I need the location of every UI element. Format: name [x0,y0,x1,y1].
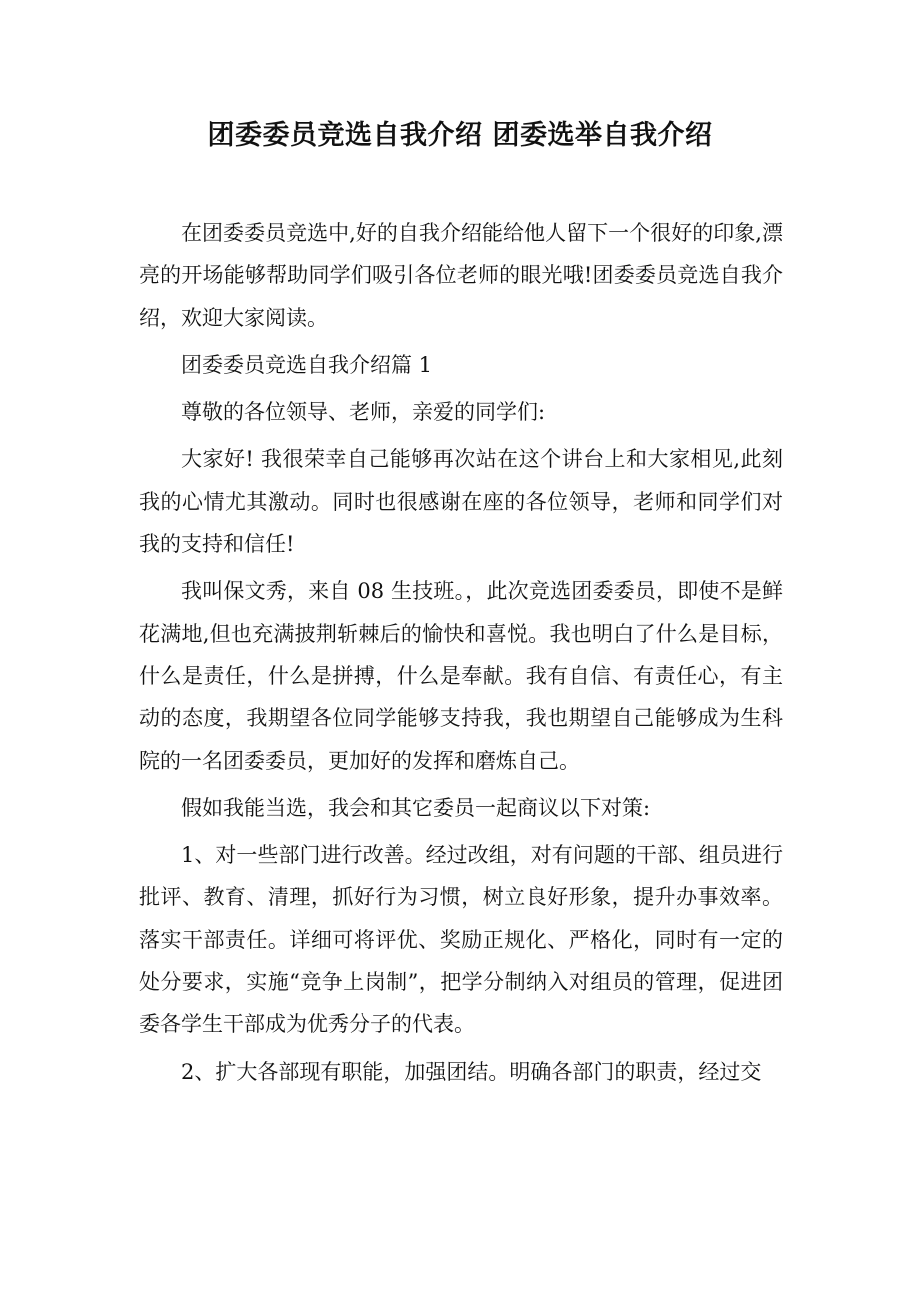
section-heading: 团委委员竞选自我介绍篇 1 [181,352,433,377]
document-title: 团委委员竞选自我介绍 团委选举自我介绍 [207,120,713,151]
paragraph: 我叫保文秀，来自 08 生技班。，此次竞选团委委员，即使不是鲜花满地,但也充满披荆斩棘后的愉快和喜悦。我也明白了什么是目标，什么是责任，什么是拼搏，什么是奉献。我有自信、有责任心，有主动的态度，我期望各位同学能够支持我，我也期望自己能够成为生科院的一名团委委员，更加好的发挥和磨炼自己。 [139,579,783,773]
document-body [139,212,783,1098]
intro-paragraph: 在团委委员竞选中,好的自我介绍能给他人留下一个很好的印象,漂亮的开场能够帮助同学们吸引各位老师的眼光哦!团委委员竞选自我介绍，欢迎大家阅读。 [139,221,783,330]
paragraph: 大家好! 我很荣幸自己能够再次站在这个讲台上和大家相见,此刻我的心情尤其激动。同时也很感谢在座的各位领导，老师和同学们对我的支持和信任! [139,447,783,557]
paragraph: 假如我能当选，我会和其它委员一起商议以下对策: [181,795,651,820]
list-item-2: 2、扩大各部现有职能，加强团结。明确各部门的职责，经过交 [181,1059,762,1084]
salutation: 尊敬的各位领导、老师，亲爱的同学们: [181,400,546,425]
list-item-1: 1、对一些部门进行改善。经过改组，对有问题的干部、组员进行批评、教育、清理，抓好行为习惯，树立良好形象，提升办事效率。落实干部责任。详细可将评优、奖励正规化、严格化，同时有一定的处分要求，实施“竞争上岗制”，把学分制纳入对组员的管理，促进团委各学生干部成为优秀分子的代表。 [139,843,783,1037]
